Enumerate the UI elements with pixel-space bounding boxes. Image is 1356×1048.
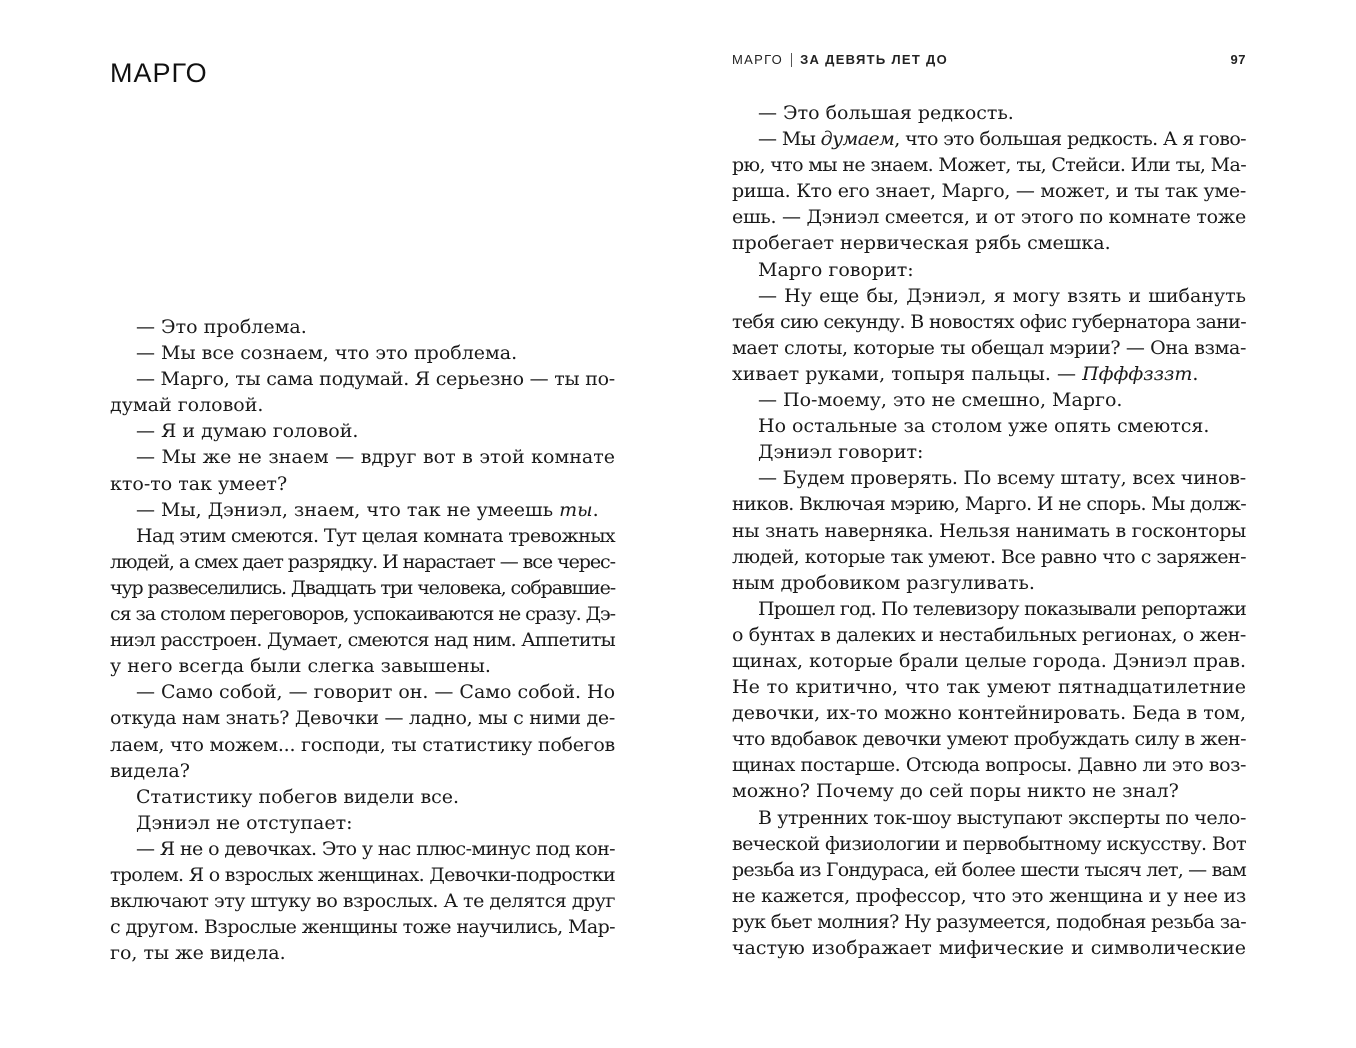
- line-text: частую изображает мифические и символические: [732, 937, 1246, 959]
- line-text: — Это большая редкость.: [758, 102, 1014, 124]
- line-text: щинах, которые брали целые города. Дэниэл прав.: [732, 649, 1246, 672]
- line-text: В утренних ток-шоу выступают эксперты по чело-: [758, 806, 1246, 829]
- text-line: [732, 700, 1246, 726]
- line-text: — Марго, ты сама подумай. Я серьезно — ты по-: [136, 368, 615, 391]
- line-text: пробегает нервическая рябь смешка.: [732, 232, 1111, 255]
- text-line: [110, 340, 615, 366]
- text-line: [110, 940, 615, 966]
- line-text: — Мы же не знаем — вдруг вот в этой комнате: [136, 446, 615, 469]
- text-line: [110, 392, 615, 418]
- text-line: [732, 335, 1246, 361]
- text-line: [732, 909, 1246, 935]
- line-text: риша. Кто его знает, Марго, — может, и ты так уме-: [732, 180, 1246, 203]
- line-text: людей, а смех дает разрядку. И нарастает — все черес-: [110, 550, 615, 573]
- text-line: [732, 544, 1246, 570]
- text-line: [110, 679, 615, 705]
- text-line: [732, 518, 1246, 544]
- line-text: — Мы все сознаем, что это проблема.: [136, 342, 518, 365]
- text-line: [732, 126, 1246, 152]
- text-line: [732, 831, 1246, 857]
- text-line: [110, 471, 615, 497]
- line-text: людей, которые так умеют. Все равно что с заряжен-: [732, 545, 1246, 568]
- text-line: [732, 387, 1246, 413]
- right-page-text: [732, 100, 1246, 961]
- text-line: [732, 100, 1246, 126]
- text-line: [732, 570, 1246, 596]
- line-text: ниэл расстроен. Думает, смеются над ним. Аппетиты: [110, 629, 615, 652]
- line-text: — Будем проверять. По всему штату, всех чинов-: [758, 467, 1246, 490]
- italic-emphasis: Пфффзззт: [1082, 362, 1193, 385]
- text-line: [732, 622, 1246, 648]
- text-line: [110, 314, 615, 340]
- running-head-section: ЗА ДЕВЯТЬ ЛЕТ ДО: [800, 52, 948, 67]
- line-text: Но остальные за столом уже опять смеются.: [758, 415, 1210, 438]
- text-line: [110, 732, 615, 758]
- line-text: Не то критично, что так умеют пятнадцатилетние: [732, 676, 1246, 699]
- line-text: думай головой.: [110, 394, 264, 417]
- line-text: тебя сию секунду. В новостях офис губернатора зани-: [732, 310, 1246, 333]
- text-line: [110, 705, 615, 731]
- line-text: у него всегда были слегка завышены.: [110, 655, 491, 678]
- text-line: [732, 465, 1246, 491]
- page-number: 97: [1230, 52, 1246, 67]
- line-text: видела?: [110, 759, 190, 782]
- text-line: [110, 836, 615, 862]
- text-line: [110, 549, 615, 575]
- line-text: кто-то так умеет?: [110, 472, 288, 495]
- text-line: [732, 257, 1246, 283]
- line-text: о бунтах в далеких и нестабильных регионах, о жен-: [732, 623, 1247, 646]
- text-line: [732, 439, 1246, 465]
- line-text: можно? Почему до сей поры никто не знал?: [732, 780, 1179, 803]
- line-text: — Я и думаю головой.: [136, 420, 359, 443]
- text-line: [110, 627, 615, 653]
- text-line: [732, 726, 1246, 752]
- text-line: [732, 491, 1246, 517]
- line-text-after: .: [1192, 362, 1199, 385]
- line-text: Дэниэл не отступает:: [136, 811, 353, 834]
- right-page: [678, 0, 1356, 1048]
- line-text: — Это проблема.: [136, 316, 307, 338]
- line-text: ников. Включая мэрию, Марго. И не спорь. Мы долж-: [732, 493, 1246, 516]
- line-text: рук бьет молния? Ну разумеется, подобная резьба за-: [732, 910, 1246, 933]
- text-line: [110, 888, 615, 914]
- line-text-after: , что это большая редкость. А я гово-: [894, 128, 1247, 151]
- text-line: [110, 653, 615, 679]
- line-text: — Само собой, — говорит он. — Само собой. Но: [136, 681, 615, 704]
- text-line: [110, 418, 615, 444]
- text-line: [110, 523, 615, 549]
- text-line: [110, 810, 615, 836]
- running-head-separator: [791, 53, 792, 67]
- line-text: не кажется, профессор, что это женщина и у нее из: [732, 884, 1246, 907]
- text-line: [110, 784, 615, 810]
- text-line: [110, 914, 615, 940]
- text-line: [110, 497, 615, 523]
- text-line: [732, 361, 1246, 387]
- text-line: [732, 596, 1246, 622]
- line-text: хивает руками, топыря пальцы. —: [732, 362, 1083, 385]
- line-text: Прошел год. По телевизору показывали репортажи: [758, 597, 1246, 620]
- text-line: [732, 674, 1246, 700]
- line-text: резьба из Гондураса, ей более шести тысяч лет, — вам: [732, 858, 1246, 881]
- text-line: [110, 862, 615, 888]
- text-line: [110, 444, 615, 470]
- line-text: — Мы, Дэниэл, знаем, что так не умеешь: [136, 498, 560, 521]
- text-line: [732, 152, 1246, 178]
- line-text: чур развеселились. Двадцать три человека, собравшие-: [110, 576, 615, 599]
- line-text: что вдобавок девочки умеют пробуждать силу в жен-: [732, 728, 1246, 751]
- line-text: включают эту штуку во взрослых. А те делятся друг: [110, 890, 616, 913]
- text-line: [732, 752, 1246, 778]
- running-head: [732, 52, 1246, 67]
- line-text: — Я не о девочках. Это у нас плюс-минус под кон-: [136, 837, 615, 860]
- chapter-title: МАРГО: [110, 58, 208, 88]
- line-text: тролем. Я о взрослых женщинах. Девочки-подростки: [110, 863, 615, 886]
- line-text: мает слоты, которые ты обещал мэрии? — Она взма-: [732, 336, 1246, 359]
- text-line: [110, 758, 615, 784]
- running-head-name: МАРГО: [732, 52, 784, 67]
- line-text: — Ну еще бы, Дэниэл, я могу взять и шибануть: [758, 284, 1246, 307]
- text-line: [732, 413, 1246, 439]
- line-text: ны знать наверняка. Нельзя нанимать в госконторы: [732, 519, 1246, 542]
- line-text: Над этим смеются. Тут целая комната тревожных: [136, 524, 615, 547]
- text-line: [732, 883, 1246, 909]
- line-text: Марго говорит:: [758, 258, 914, 281]
- text-line: [732, 309, 1246, 335]
- text-line: [732, 178, 1246, 204]
- text-line: [110, 601, 615, 627]
- text-line: [110, 366, 615, 392]
- line-text: рю, что мы не знаем. Может, ты, Стейси. Или ты, Ма-: [732, 154, 1246, 177]
- text-line: [732, 648, 1246, 674]
- text-line: [732, 857, 1246, 883]
- text-line: [732, 805, 1246, 831]
- line-text-after: .: [592, 498, 599, 521]
- line-text: — Мы: [758, 128, 821, 151]
- line-text: девочки, их-то можно контейнировать. Беда в том,: [732, 702, 1246, 725]
- text-line: [732, 283, 1246, 309]
- line-text: — По-моему, это не смешно, Марго.: [758, 389, 1123, 412]
- text-line: [110, 575, 615, 601]
- text-line: [732, 204, 1246, 230]
- text-line: [732, 778, 1246, 804]
- italic-emphasis: ты: [559, 498, 593, 521]
- line-text: Дэниэл говорит:: [758, 441, 924, 464]
- line-text: Статистику побегов видели все.: [136, 785, 460, 808]
- line-text: го, ты же видела.: [110, 942, 286, 965]
- line-text: откуда нам знать? Девочки — ладно, мы с ними де-: [110, 707, 615, 730]
- line-text: ешь. — Дэниэл смеется, и от этого по комнате тоже: [732, 206, 1246, 229]
- line-text: ным дробовиком разгуливать.: [732, 571, 1035, 594]
- italic-emphasis: думаем: [820, 128, 895, 151]
- text-line: [732, 935, 1246, 961]
- line-text: ся за столом переговоров, успокаиваются не сразу. Дэ-: [110, 603, 615, 626]
- line-text: лаем, что можем... господи, ты статистику побегов: [110, 733, 615, 756]
- line-text: щинах постарше. Отсюда вопросы. Давно ли это воз-: [732, 754, 1246, 777]
- text-line: [732, 230, 1246, 256]
- left-page-text: [110, 314, 615, 966]
- line-text: веческой физиологии и первобытному искусству. Вот: [732, 832, 1246, 855]
- line-text: с другом. Взрослые женщины тоже научились, Мар-: [110, 916, 615, 939]
